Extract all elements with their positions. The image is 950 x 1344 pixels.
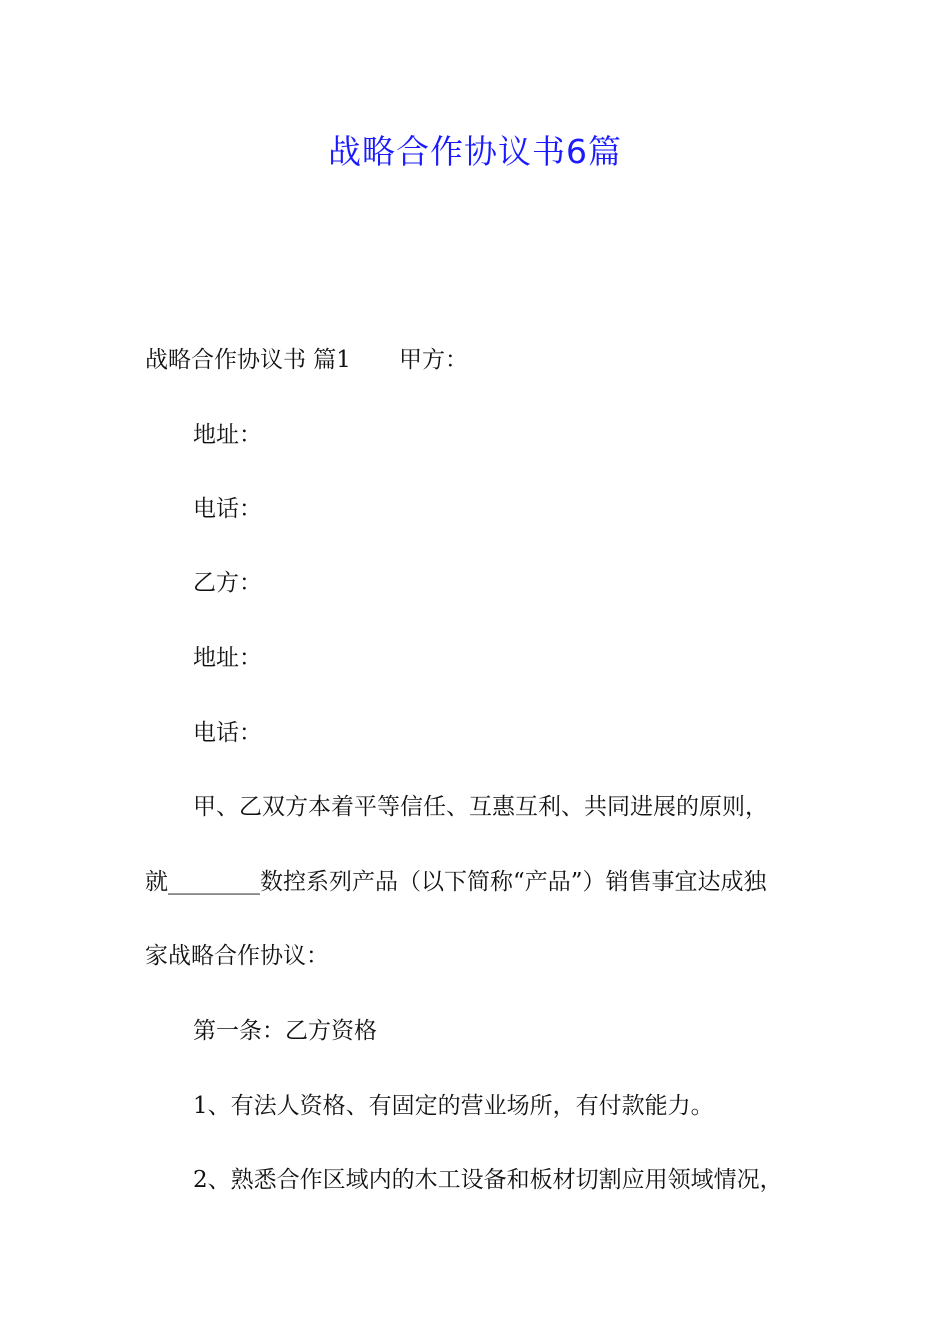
party-a-address: 地址： bbox=[193, 422, 262, 448]
section-heading-line bbox=[145, 345, 468, 375]
section-heading: 战略合作协议书 篇1 bbox=[145, 347, 351, 373]
document-title: 战略合作协议书6篇 bbox=[328, 132, 622, 171]
intro-paragraph-line2: 就________数控系列产品（以下简称“产品”）销售事宜达成独 bbox=[145, 869, 767, 895]
party-b-phone: 电话： bbox=[193, 720, 262, 746]
intro-paragraph-line3: 家战略合作协议： bbox=[145, 943, 329, 969]
intro-paragraph-line1: 甲、乙双方本着平等信任、互惠互利、共同进展的原则， bbox=[193, 794, 768, 820]
article1-item2: 2、熟悉合作区域内的木工设备和板材切割应用领域情况， bbox=[193, 1167, 783, 1193]
article1-title: 第一条：乙方资格 bbox=[193, 1018, 377, 1044]
article1-item1: 1、有法人资格、有固定的营业场所，有付款能力。 bbox=[193, 1093, 714, 1119]
party-a-phone: 电话： bbox=[193, 496, 262, 522]
party-b-label: 乙方： bbox=[193, 570, 262, 596]
party-b-address: 地址： bbox=[193, 645, 262, 671]
party-a-label: 甲方： bbox=[398, 347, 468, 373]
